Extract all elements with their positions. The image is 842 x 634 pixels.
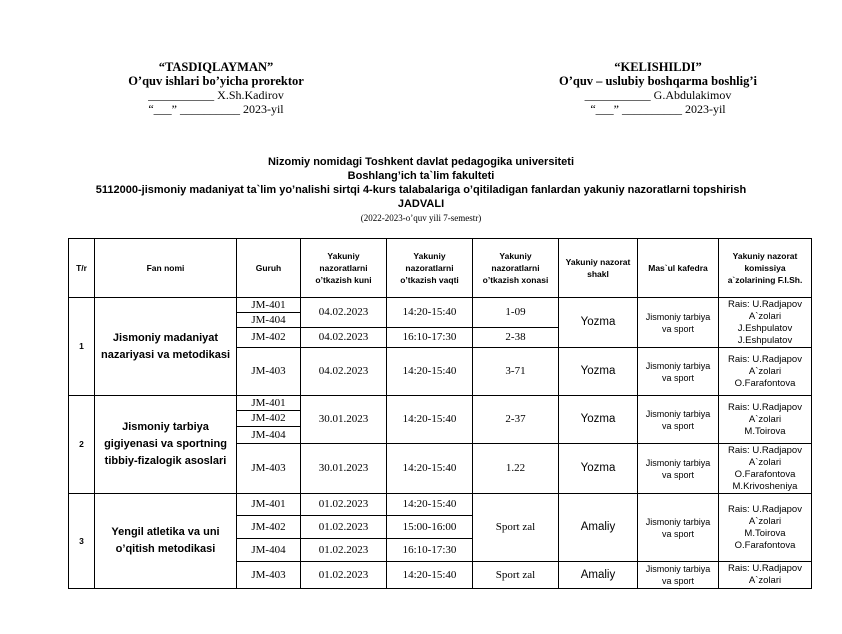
approval-right-date: “___” __________ 2023-yil — [590, 102, 726, 116]
room-cell: 1-09 — [473, 298, 559, 328]
date-cell: 04.02.2023 — [301, 348, 387, 396]
form-cell: Yozma — [559, 444, 638, 494]
faculty-title: Boshlang’ich ta`lim fakulteti — [347, 170, 495, 182]
table-row — [69, 494, 812, 516]
time-cell: 14:20-15:40 — [387, 562, 473, 589]
commission-cell: Rais: U.Radjapov A`zolari J.Eshpulatov J.Eshpulatov — [719, 298, 812, 348]
room-cell: 1.22 — [473, 444, 559, 494]
approval-right-position: O’quv – uslubiy boshqarma boshlig’i — [559, 74, 757, 88]
description-title: 5112000-jismoniy madaniyat ta`lim yo’nalishi sirtqi 4-kurs talabalariga o’qitiladigan fanlardan yakuniy nazoratlarni topshirish — [95, 184, 747, 196]
header-subject: Fan nomi — [95, 239, 237, 298]
jadvali-title: JADVALI — [397, 198, 445, 210]
approval-left-signature: ___________ X.Sh.Kadirov — [148, 88, 284, 102]
approval-right-signature: ___________ G.Abdulakimov — [584, 88, 732, 102]
form-cell: Yozma — [559, 396, 638, 444]
department-cell: Jismoniy tarbiya va sport — [638, 444, 719, 494]
row-number: 1 — [69, 298, 95, 396]
group-cell: JM-403 — [237, 562, 301, 589]
group-cell: JM-401 — [237, 298, 301, 313]
date-cell: 01.02.2023 — [301, 539, 387, 562]
time-cell: 16:10-17:30 — [387, 539, 473, 562]
date-cell: 30.01.2023 — [301, 444, 387, 494]
group-cell: JM-401 — [237, 494, 301, 516]
time-cell: 14:20-15:40 — [387, 444, 473, 494]
department-cell: Jismoniy tarbiya va sport — [638, 396, 719, 444]
commission-cell: Rais: U.Radjapov A`zolari — [719, 562, 812, 589]
date-cell: 01.02.2023 — [301, 494, 387, 516]
university-title: Nizomiy nomidagi Toshkent davlat pedagogika universiteti — [267, 156, 575, 168]
subject-name: Jismoniy tarbiya gigiyenasi va sportning tibbiy-fizalogik asoslari — [95, 396, 237, 494]
schedule-table — [68, 238, 812, 589]
form-cell: Yozma — [559, 298, 638, 348]
header-num: T/r — [69, 239, 95, 298]
department-cell: Jismoniy tarbiya va sport — [638, 562, 719, 589]
group-cell: JM-404 — [237, 427, 301, 444]
approval-right — [528, 60, 788, 116]
subject-name: Yengil atletika va uni o’qitish metodikasi — [95, 494, 237, 589]
table-row — [69, 396, 812, 411]
room-cell: 2-37 — [473, 396, 559, 444]
header-day: Yakuniy nazoratlarni o’tkazish kuni — [301, 239, 387, 298]
table-row — [69, 298, 812, 313]
approval-left-position: O’quv ishlari bo’yicha prorektor — [128, 74, 304, 88]
date-cell: 01.02.2023 — [301, 562, 387, 589]
subject-name: Jismoniy madaniyat nazariyasi va metodikasi — [95, 298, 237, 396]
row-number: 2 — [69, 396, 95, 494]
room-cell: 3-71 — [473, 348, 559, 396]
header-room: Yakuniy nazoratlarni o’tkazish xonasi — [473, 239, 559, 298]
room-cell: 2-38 — [473, 328, 559, 348]
time-cell: 14:20-15:40 — [387, 298, 473, 328]
group-cell: JM-401 — [237, 396, 301, 411]
group-cell: JM-402 — [237, 328, 301, 348]
header-time: Yakuniy nazoratlarni o’tkazish vaqti — [387, 239, 473, 298]
room-cell: Sport zal — [473, 562, 559, 589]
time-cell: 14:20-15:40 — [387, 348, 473, 396]
row-number: 3 — [69, 494, 95, 589]
header-group: Guruh — [237, 239, 301, 298]
commission-cell: Rais: U.Radjapov A`zolari O.Farafontova — [719, 348, 812, 396]
table-header-row — [69, 239, 812, 298]
time-cell: 16:10-17:30 — [387, 328, 473, 348]
time-cell: 14:20-15:40 — [387, 396, 473, 444]
date-cell: 04.02.2023 — [301, 298, 387, 328]
group-cell: JM-404 — [237, 539, 301, 562]
commission-cell: Rais: U.Radjapov A`zolari M.Toirova — [719, 396, 812, 444]
header-department: Mas`ul kafedra — [638, 239, 719, 298]
approval-left-date: “___” __________ 2023-yil — [148, 102, 284, 116]
approval-left — [86, 60, 346, 116]
header-commission: Yakuniy nazorat komissiya a`zolarining F.I.Sh. — [719, 239, 812, 298]
group-cell: JM-402 — [237, 516, 301, 539]
group-cell: JM-402 — [237, 411, 301, 427]
date-cell: 30.01.2023 — [301, 396, 387, 444]
room-cell: Sport zal — [473, 494, 559, 562]
date-cell: 01.02.2023 — [301, 516, 387, 539]
date-cell: 04.02.2023 — [301, 328, 387, 348]
approval-left-heading: “TASDIQLAYMAN” — [158, 60, 274, 74]
department-cell: Jismoniy tarbiya va sport — [638, 348, 719, 396]
header-form: Yakuniy nazorat shakl — [559, 239, 638, 298]
commission-cell: Rais: U.Radjapov A`zolari M.Toirova O.Farafontova — [719, 494, 812, 562]
group-cell: JM-404 — [237, 313, 301, 328]
approval-right-heading: “KELISHILDI” — [614, 60, 702, 74]
form-cell: Amaliy — [559, 494, 638, 562]
commission-cell: Rais: U.Radjapov A`zolari O.Farafontova M.Krivosheniya — [719, 444, 812, 494]
time-cell: 15:00-16:00 — [387, 516, 473, 539]
time-cell: 14:20-15:40 — [387, 494, 473, 516]
form-cell: Yozma — [559, 348, 638, 396]
department-cell: Jismoniy tarbiya va sport — [638, 298, 719, 348]
group-cell: JM-403 — [237, 348, 301, 396]
department-cell: Jismoniy tarbiya va sport — [638, 494, 719, 562]
form-cell: Amaliy — [559, 562, 638, 589]
group-cell: JM-403 — [237, 444, 301, 494]
semester-title: (2022-2023-o’quv yili 7-semestr) — [360, 213, 482, 223]
